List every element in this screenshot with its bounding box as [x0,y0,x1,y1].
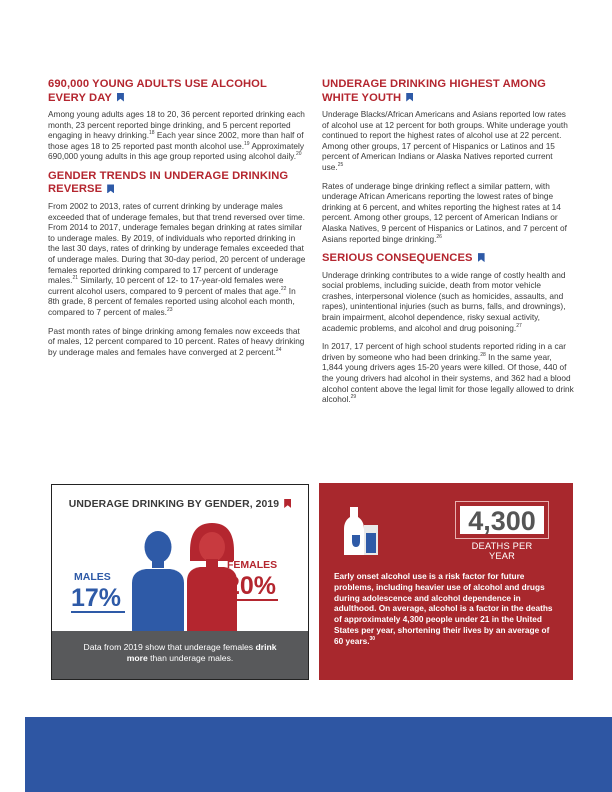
paragraph: In 2017, 17 percent of high school students reported riding in a car driven by someone who had been drinking.$^{28}$ In the same year, 1,844 young drivers ages 15-20 years were killed. Of those, 440 of the young drivers had alcohol in their systems, and 362 had a blood alcohol content above the legal limit for those legally allowed to drink alcohol.$^{29}$ [322,341,574,405]
infographic-caption: Data from 2019 show that underage females drink more than underage males. [52,631,308,679]
deaths-number: 4,300 [459,505,545,535]
deaths-text: Early onset alcohol use is a risk factor for future problems, including heavier use of alcohol and drugs during adolescence and alcohol dependence in adulthood. On average, alcohol is a factor in the deaths of approximately 4,300 people under 21 in the United States per year, shortening their lives by an average of 60 years.$^{30}$ [334,571,553,646]
paragraph: From 2002 to 2013, rates of current drinking by underage males exceeded that of underage females, but that trend reversed over time. From 2014 to 2017, underage females began drinking at rates similar to underage males. By 2019, of individuals who reported drinking in the last 30 days, rates of drinking by underage females exceeded that of underage males. During that 30-day period, 20 percent of underage females reported drinking compared to 17 percent of underage males.$^{21}$ Similarly, 10 percent of 12- to 17-year-old females were current alcohol users, compared to 9 percent of males that age.$^{22}$ In 8th grade, 8 percent of females reported using alcohol each month, compared to 7 percent of males.$^{23}$ [48,200,306,317]
female-value: 20% [226,572,277,600]
section-heading: GENDER TRENDS IN UNDERAGE DRINKING REVERSE [48,169,289,196]
gender-infographic [51,484,309,680]
bookmark-icon [107,184,114,193]
right-column [322,78,574,413]
section-serious-consequences [322,252,574,405]
deaths-label: DEATHS PER YEAR [471,541,533,561]
section-young-adults [48,78,306,162]
paragraph: Rates of underage binge drinking reflect a similar pattern, with underage African Americans reporting the lowest rates of binge drinking at 6 percent, and whites reporting the highest rates at 14 percent. Among other groups, 12 percent of American Indians or Alaska Natives, 9 percent of Hispanics or Latinos, and 7 percent of Asians reported binge drinking.$^{26}$ [322,180,567,244]
bookmark-icon [406,93,413,102]
bottle-and-glass-icon [336,505,380,557]
bookmark-icon [478,253,485,262]
left-column [48,78,306,365]
bookmark-icon [117,93,124,102]
paragraph: Among young adults ages 18 to 20, 36 percent reported drinking each month, 23 percent reported binge drinking, and 5 percent reported engaging in heavy drinking.$^{18}$ Each year since 2002, more than half of those ages 18 to 25 reported past month alcohol use.$^{19}$ Approximately 690,000 young adults in this age group reported using alcohol daily.$^{20}$ [48,109,305,162]
paragraph: Underage drinking contributes to a wide range of costly health and social problems, including suicide, death from motor vehicle crashes, interpersonal violence (such as homicides, assaults, and rapes), unintentional injuries (such as burns, falls, and drownings), brain impairment, alcohol dependence, risky sexual activity, academic problems, and alcohol and drug poisoning.$^{27}$ [322,269,566,333]
male-value: 17% [71,585,125,613]
male-figure-icon [132,531,184,635]
male-label: MALES [74,571,111,583]
section-gender-trends [48,170,306,357]
section-heading: 690,000 YOUNG ADULTS USE ALCOHOL EVERY DAY [48,78,267,104]
paragraph: Underage Blacks/African Americans and Asians reported low rates of alcohol use at 12 percent for both groups. White underage youth continued to report the highest rates of alcohol use at 22 percent. Among other groups, 17 percent of Hispanics or Latinos and 15 percent of American Indians or Alaska Natives reported current use.$^{25}$ [322,109,568,172]
section-heading: SERIOUS CONSEQUENCES [322,252,574,266]
paragraph: Past month rates of binge drinking among females now exceeds that of males, 12 percent compared to 10 percent. Rates of heavy drinking by underage males and females have converged at 2 percent.$^{24}$ [48,325,305,357]
footer-band [25,717,612,792]
bookmark-icon [284,499,291,508]
deaths-callout [319,483,573,680]
section-heading: UNDERAGE DRINKING HIGHEST AMONG WHITE YOUTH [322,78,546,104]
infographic-title: UNDERAGE DRINKING BY GENDER, 2019 [52,499,308,510]
section-white-youth [322,78,574,244]
female-label: FEMALES [227,559,278,571]
